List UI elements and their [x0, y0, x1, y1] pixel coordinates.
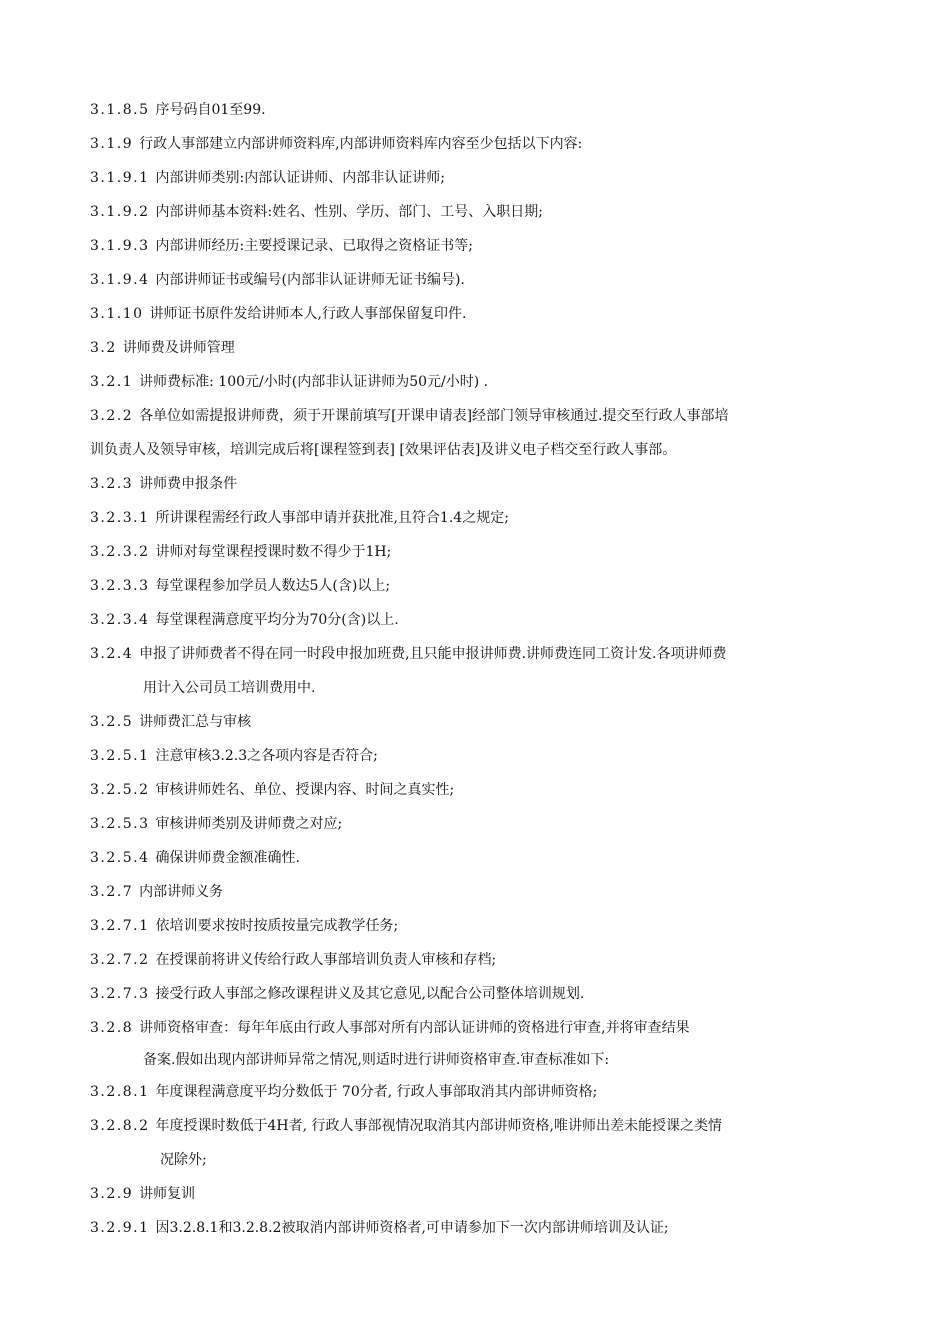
doc-line-3-2-3-4 — [90, 610, 870, 630]
section-number: 3.2.2 — [90, 408, 134, 424]
doc-line-3-2-5-1 — [90, 746, 870, 766]
section-heading-3-2 — [90, 338, 870, 358]
line-text: 每堂课程满意度平均分为70分(含)以上. — [155, 612, 399, 628]
doc-line-3-1-9-3 — [90, 236, 870, 256]
doc-line-3-2-3-3 — [90, 576, 870, 596]
section-number: 3.2.5.2 — [90, 782, 150, 798]
doc-line-3-1-9-1 — [90, 168, 870, 188]
section-number: 3.1.10 — [90, 306, 144, 322]
line-text: 况除外; — [160, 1152, 207, 1168]
doc-line-3-2-2-cont — [90, 440, 870, 460]
section-number: 3.1.9.2 — [90, 204, 150, 220]
doc-line-3-1-9 — [90, 134, 870, 154]
section-number: 3.2.7.3 — [90, 986, 150, 1002]
section-number: 3.2.1 — [90, 374, 134, 390]
section-number: 3.2.5.1 — [90, 748, 150, 764]
doc-line-3-2-3-1 — [90, 508, 870, 528]
section-number: 3.2.3.4 — [90, 612, 150, 628]
line-text: 讲师费申报条件 — [139, 476, 238, 492]
section-number: 3.1.9.3 — [90, 238, 150, 254]
line-text: 讲师证书原件发给讲师本人,行政人事部保留复印件. — [149, 306, 467, 322]
line-text: 内部讲师基本资料:姓名、性别、学历、部门、工号、入职日期; — [155, 204, 543, 220]
section-number: 3.1.9 — [90, 136, 134, 152]
line-text: 依培训要求按时按质按量完成教学任务; — [155, 918, 399, 934]
doc-line-3-2-3-2 — [90, 542, 870, 562]
doc-line-3-2-9-1 — [90, 1218, 870, 1238]
line-text: 讲师费标准: 100元/小时(内部非认证讲师为50元/小时) . — [139, 374, 489, 390]
section-number: 3.2.7.1 — [90, 918, 150, 934]
section-number: 3.2.4 — [90, 646, 134, 662]
doc-line-3-2-7-1 — [90, 916, 870, 936]
doc-line-3-2-4-cont — [143, 678, 870, 698]
line-text: 行政人事部建立内部讲师资料库,内部讲师资料库内容至少包括以下内容: — [139, 136, 583, 152]
line-text: 年度授课时数低于4H者, 行政人事部视情况取消其内部讲师资格,唯讲师出差未能授课之类情 — [155, 1118, 722, 1134]
section-number: 3.2.7 — [90, 884, 134, 900]
section-number: 3.2.8.1 — [90, 1084, 150, 1100]
doc-line-3-1-8-5 — [90, 100, 870, 120]
line-text: 序号码自01至99. — [155, 102, 266, 118]
doc-line-3-2-5-2 — [90, 780, 870, 800]
line-text: 讲师费及讲师管理 — [122, 340, 235, 356]
doc-line-3-2-1 — [90, 372, 870, 392]
section-number: 3.2.8.2 — [90, 1118, 150, 1134]
section-number: 3.1.9.1 — [90, 170, 150, 186]
line-text: 审核讲师类别及讲师费之对应; — [155, 816, 343, 832]
section-number: 3.1.8.5 — [90, 102, 150, 118]
line-text: 所讲课程需经行政人事部申请并获批准,且符合1.4之规定; — [155, 510, 509, 526]
section-number: 3.2 — [90, 340, 117, 356]
doc-line-3-2-5-4 — [90, 848, 870, 868]
section-number: 3.2.5 — [90, 714, 134, 730]
section-heading-3-2-3 — [90, 474, 870, 494]
line-text: 用计入公司员工培训费用中. — [143, 680, 316, 696]
section-heading-3-2-7 — [90, 882, 870, 902]
section-number: 3.2.3.2 — [90, 544, 150, 560]
section-number: 3.2.8 — [90, 1020, 134, 1036]
section-number: 3.2.3.3 — [90, 578, 150, 594]
doc-line-3-2-4 — [90, 644, 870, 664]
doc-line-3-2-8-2 — [90, 1116, 870, 1136]
section-number: 3.2.7.2 — [90, 952, 150, 968]
doc-line-3-2-8 — [90, 1018, 870, 1038]
line-text: 注意审核3.2.3之各项内容是否符合; — [155, 748, 378, 764]
section-number: 3.2.3.1 — [90, 510, 150, 526]
section-number: 3.2.9.1 — [90, 1220, 150, 1236]
doc-line-3-2-7-3 — [90, 984, 870, 1004]
doc-line-3-1-10 — [90, 304, 870, 324]
line-text: 确保讲师费金额准确性. — [155, 850, 300, 866]
section-number: 3.2.3 — [90, 476, 134, 492]
line-text: 审核讲师姓名、单位、授课内容、时间之真实性; — [155, 782, 455, 798]
line-text: 训负责人及领导审核，培训完成后将[课程签到表] [效果评估表]及讲义电子档交至行政人事部。 — [90, 442, 677, 458]
line-text: 每堂课程参加学员人数达5人(含)以上; — [155, 578, 391, 594]
line-text: 内部讲师经历:主要授课记录、已取得之资格证书等; — [155, 238, 473, 254]
line-text: 讲师费汇总与审核 — [139, 714, 252, 730]
line-text: 接受行政人事部之修改课程讲义及其它意见,以配合公司整体培训规划. — [155, 986, 585, 1002]
doc-line-3-2-7-2 — [90, 950, 870, 970]
line-text: 年度课程满意度平均分数低于 70分者, 行政人事部取消其内部讲师资格; — [155, 1084, 598, 1100]
doc-line-3-2-8-cont — [143, 1050, 870, 1070]
line-text: 讲师对每堂课程授课时数不得少于1H; — [155, 544, 392, 560]
doc-line-3-1-9-2 — [90, 202, 870, 222]
section-heading-3-2-9 — [90, 1184, 870, 1204]
line-text: 内部讲师证书或编号(内部非认证讲师无证书编号). — [155, 272, 465, 288]
section-number: 3.2.5.3 — [90, 816, 150, 832]
section-number: 3.2.5.4 — [90, 850, 150, 866]
section-heading-3-2-5 — [90, 712, 870, 732]
doc-line-3-1-9-4 — [90, 270, 870, 290]
line-text: 内部讲师类别:内部认证讲师、内部非认证讲师; — [155, 170, 445, 186]
line-text: 各单位如需提报讲师费，须于开课前填写[开课申请表]经部门领导审核通过.提交至行政人事部培 — [139, 408, 729, 424]
line-text: 讲师资格审查：每年年底由行政人事部对所有内部认证讲师的资格进行审查,并将审查结果 — [139, 1020, 690, 1036]
section-number: 3.1.9.4 — [90, 272, 150, 288]
line-text: 申报了讲师费者不得在同一时段申报加班费,且只能申报讲师费.讲师费连同工资计发.各项讲师费 — [139, 646, 727, 662]
doc-line-3-2-2 — [90, 406, 870, 426]
doc-line-3-2-8-2-cont — [160, 1150, 870, 1170]
line-text: 在授课前将讲义传给行政人事部培训负责人审核和存档; — [155, 952, 497, 968]
doc-line-3-2-5-3 — [90, 814, 870, 834]
doc-line-3-2-8-1 — [90, 1082, 870, 1102]
line-text: 备案.假如出现内部讲师异常之情况,则适时进行讲师资格审查.审查标准如下: — [143, 1052, 610, 1068]
line-text: 讲师复训 — [139, 1186, 196, 1202]
line-text: 内部讲师义务 — [139, 884, 224, 900]
line-text: 因3.2.8.1和3.2.8.2被取消内部讲师资格者,可申请参加下一次内部讲师培训及认证; — [155, 1220, 669, 1236]
section-number: 3.2.9 — [90, 1186, 134, 1202]
